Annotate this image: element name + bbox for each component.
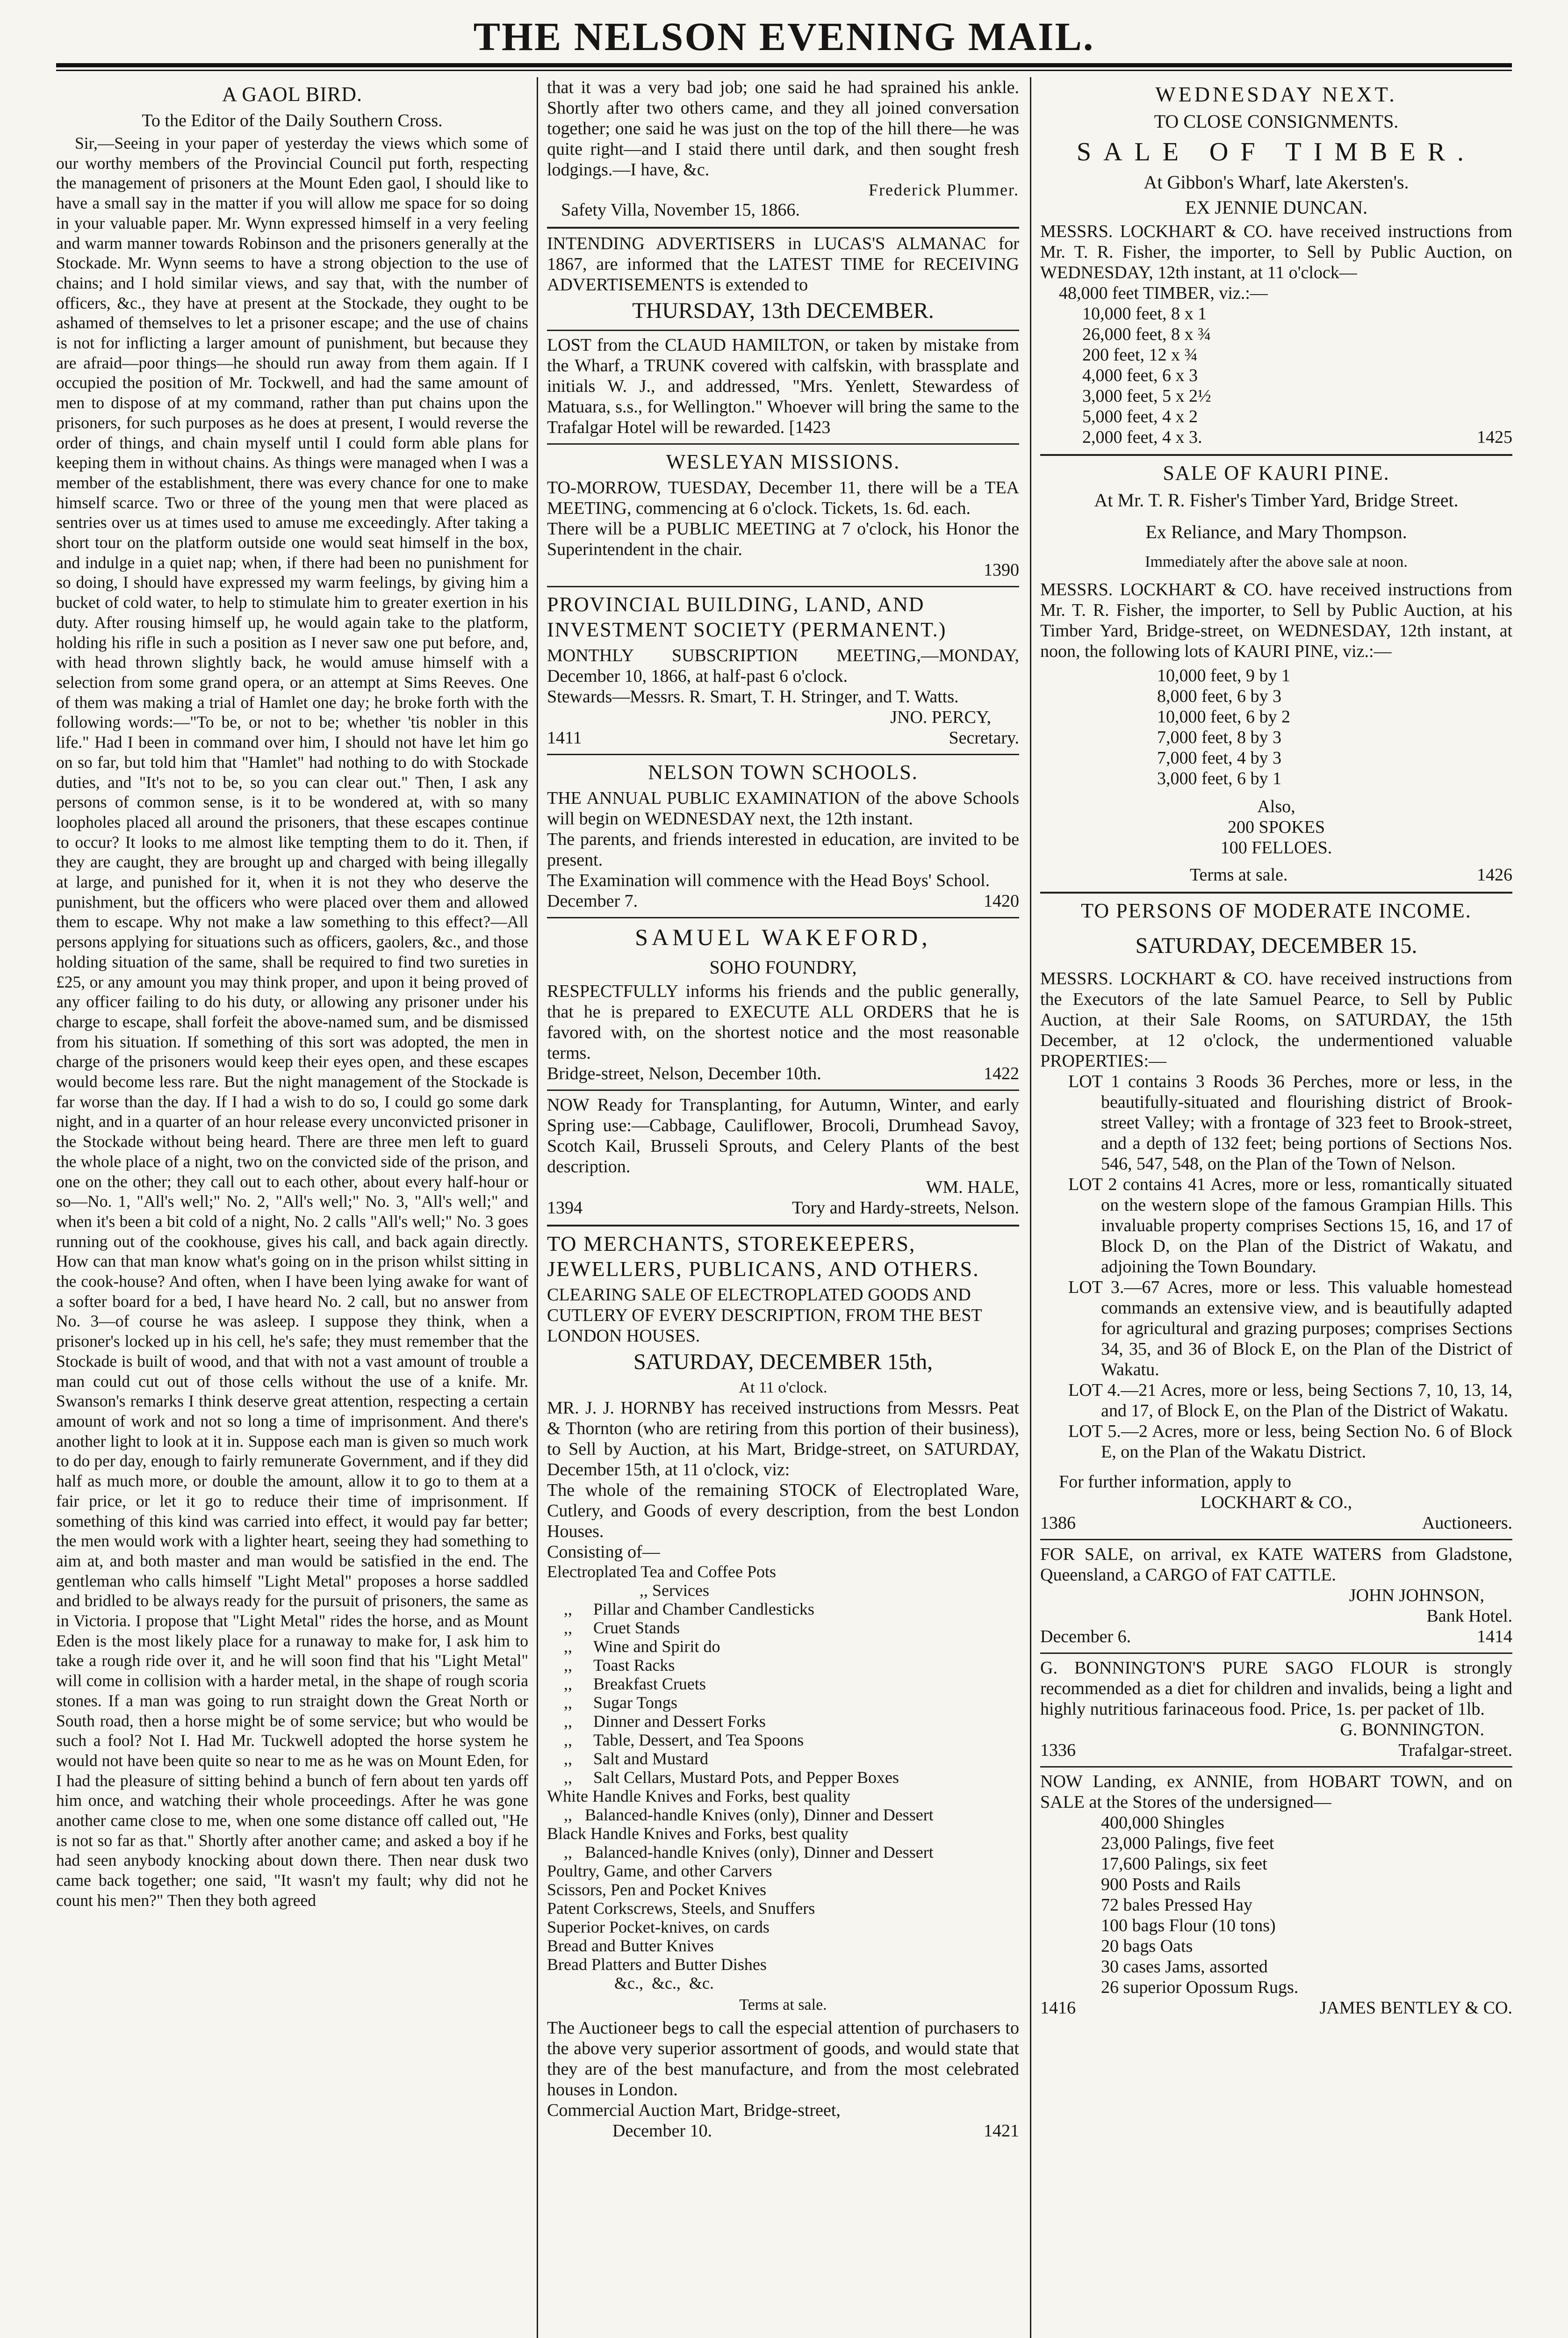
timber-list xyxy=(1040,303,1512,427)
ad-footer xyxy=(547,728,1019,748)
ad-address: Commercial Auction Mart, Bridge-street, xyxy=(547,2100,841,2120)
ad-hornby-sale xyxy=(547,1231,1019,2141)
goods-item: ,, Sugar Tongs xyxy=(547,1693,677,1712)
letter-body xyxy=(56,133,528,1911)
lot-item: LOT 2 contains 41 Acres, more or less, romantically situated on the western slope of the famous Grampian Hills. This invaluable property comprises Sections 15, 16, and 17 of Block D, on the Plan of the District of Wakatu, and adjoining the Town Boundary. xyxy=(1068,1175,1512,1277)
goods-item: Scissors, Pen and Pocket Knives xyxy=(547,1880,766,1899)
ad-date: SATURDAY, DECEMBER 15th, xyxy=(633,1349,933,1374)
ad-text: TO-MORROW, TUESDAY, December 11, there will be a TEA MEETING, commencing at 6 o'clock. Tickets, 1s. 6d. each. xyxy=(547,478,1019,518)
goods-item: Electroplated Tea and Coffee Pots xyxy=(547,1562,776,1581)
masthead xyxy=(0,8,1568,79)
goods-item: Bread and Butter Knives xyxy=(547,1936,714,1955)
separator xyxy=(547,227,1019,229)
column-divider xyxy=(537,77,538,2338)
ad-heading: SAMUEL WAKEFORD, xyxy=(635,924,931,950)
goods-item: 17,600 Palings, six feet xyxy=(1101,1854,1267,1874)
kauri-item: 10,000 feet, 6 by 2 xyxy=(1157,707,1290,727)
timber-item: 10,000 feet, 8 x 1 xyxy=(1082,304,1207,324)
letter-paragraph: Sir,—Seeing in your paper of yesterday the views which some of our worthy members of the Provincial Council put forth, respecting the management of prisoners at the Mount Eden gaol, I should like to have a small say in the matter if you will allow me space for so doing in your valuable paper. Mr. Wynn expressed himself in a very feeling and warm manner towards Robinson and the prisoners generally at the Stockade. Mr. Wynn seems to have a strong objection to the use of chains; and I hold similar views, and say that, with the number of officers, &c., they have at present at the Stockade, they ought to be ashamed of themselves to let a prisoner escape; and the use of chains is not for inflicting a larger amount of punishment, but because they are afraid—poor things—he should run away from them again. If I occupied the position of Mr. Tockwell, and had the same amount of men to dispose of at my command, rather than put chains upon the prisoners, for such purposes as he does at present, I would reverse the order of things, and chain myself until I could form able plans for keeping them in without chains. As things were managed when I was a member of the establishment, there was every chance for one to make himself scarce. Two or three of the young men that were placed as sentries over us at times used to amuse me exceedingly. After taking a short tour on the platform outside one would seat himself in the box, and indulge in a quiet nap; when, if there had been no punishment for so doing, I should have expressed my warm feelings, by giving him a bucket of cold water, to help to stimulate him to greater exertion in his duty. After rousing himself up, he would again take to the platform, holding his rifle in such a position as I never saw one put before, and, with head thrown slightly back, he would amuse himself with a selection from some grand opera, or an attempt at Sims Reeves. One of them was making a trial of Hamlet one day; he broke forth with the following words:—"To be, or not to be; whether 'tis nobler in this life." Had I been in command over him, I should not have let him go on so far, but told him that "Hamlet" had nothing to do with Stockade duties, and "It's not to be, so you can clear out." Then, I ask any persons of common sense, is it to be wondered at, with so many loopholes placed all around the prisoners, that these escapes continue to occur? It looks to me almost like tempting them to do it. Then, if they are caught, they are brought up and charged with being illegally at large, and punished for it, when it is not they who deserve the punishment, but the officers who were placed over them and allowed them to escape. Why not make a law something to this effect?—All persons applying for situations such as officers, gaolers, &c., and those holding situation of the same, shall be required to find two sureties in £25, or any amount you may think proper, and upon it being proved of any officer failing to do his duty, or allowing any prisoner under his charge to escape, shall forfeit the above-named sum, and be dismissed from his situation. If something of this sort was adopted, the men in charge of the prisoners would keep their eyes open, and these escapes would become less rare. But the night management of the Stockade is far worse than the day. If I had a wish to do so, I could go some dark night, and in a quarter of an hour release every unconvicted prisoner in the Stockade without being heard. There are three men left to guard the whole place of a night, two on the convicted side of the prison, and one on the other; they call out to each other, about every half-hour or so—No. 1, "All's well;" No. 2, "All's well;" No. 3, "All's well;" and when it's been a bit cold of a night, No. 2 calls "All's well;" No. 3 goes running out of the cookhouse, gives his call, and back again directly. How can that man know what's going on in the prison whilst sitting in the cook-house? And often, when I have been lying awake for want of a softer board for a bed, I have heard No. 2 call, but no answer from No. 3—of course he was asleep. I suppose they think, when a prisoner's locked up in his cell, he's safe; they must remember that the Stockade is built of wood, and that with not a vast amount of trouble a man could cut out of those cells without the use of a knife. Mr. Swanson's remarks I think deserve great attention, respecting a certain amount of work and not so long a time of imprisonment. And there's another light to look at it in. Suppose each man is given so much work to do per day, enough to fairly remunerate Government, and if they did half as much more, or double the amount, allow it to go to them at a fair price, or let it go to reduce their time of imprisonment. If something of this kind was carried into effect, it would pay far better; the men would work with a lighter heart, seeing they had something to aim at, and both master and man would be satisfied in the end. The gentleman who calls himself "Light Metal" proposes a horse saddled and bridled to be always ready for the pursuit of prisoners, the same as in Victoria. I propose that "Light Metal" rides the horse, and as Mount Eden is the most likely place for a runaway to make for, I ask him to take a rough ride over it, and he will soon find that his "Light Metal" will come in collision with a harder metal, in the shape of rough scoria stones. If a man was going to run straight down the Great North or South road, then a horse might be of some service; but who would be such a fool? Not I. Had Mr. Tuckwell adopted the horse system he would not have been quite so near to me as he was on Mount Eden, for I had the pleasure of sitting behind a bunch of fern about ten yards off him once, and watching their whole proceedings. After he was gone another came close to me, when one some distance off called out, "He is not so far as that." Shortly after another came; and asked a boy if he had seen anybody knocking about down there. Then near dusk two came back together; one said, "It wasn't my fault; why did not he count his men?" Then they both agreed xyxy=(56,134,528,1910)
ad-number: 1336 xyxy=(1040,1740,1076,1760)
separator xyxy=(547,754,1019,755)
timber-item: 5,000 feet, 4 x 2 xyxy=(1082,407,1198,426)
ad-place: Bank Hotel. xyxy=(1426,1606,1512,1626)
ad-subheading: TO CLOSE CONSIGNMENTS. xyxy=(1154,111,1399,132)
ad-lost-trunk xyxy=(547,335,1019,438)
letter-signature: Frederick Plummer. xyxy=(869,180,1019,199)
ad-text: Stewards—Messrs. R. Smart, T. H. Stringer, and T. Watts. xyxy=(547,687,959,707)
goods-item: Patent Corkscrews, Steels, and Snuffers xyxy=(547,1899,815,1918)
separator xyxy=(1040,1766,1512,1768)
signature-place: Safety Villa, November 15, 1866. xyxy=(561,200,800,220)
goods-item: Bread Platters and Butter Dishes xyxy=(547,1955,767,1974)
letter-continuation xyxy=(547,77,1019,220)
letter-recipient: To the Editor of the Daily Southern Cross. xyxy=(142,111,443,130)
ad-signer: JAMES BENTLEY & CO. xyxy=(1319,1998,1512,2018)
letter-title: A GAOL BIRD. xyxy=(222,83,363,106)
column-divider xyxy=(1030,77,1031,2338)
ad-number: 1426 xyxy=(1477,865,1512,885)
ad-heading: TO MERCHANTS, STOREKEEPERS, JEWELLERS, PUBLICANS, AND OTHERS. xyxy=(547,1232,979,1281)
separator xyxy=(1040,454,1512,456)
ad-text: INTENDING ADVERTISERS in LUCAS'S ALMANAC for 1867, are informed that the LATEST TIME for RECEIVING ADVERTISEMENTS is extended to xyxy=(547,234,1019,295)
kauri-item: 7,000 feet, 8 by 3 xyxy=(1157,728,1281,747)
ad-role: Auctioneers. xyxy=(1422,1513,1512,1533)
goods-item: ,, Dinner and Dessert Forks xyxy=(547,1712,766,1731)
column-2 xyxy=(547,77,1019,2338)
goods-item: 400,000 Shingles xyxy=(1101,1813,1224,1833)
ad-hale-plants xyxy=(547,1095,1019,1218)
goods-list xyxy=(1040,1812,1512,1998)
ad-moderate-income xyxy=(1040,898,1512,1533)
ad-text: RESPECTFULLY informs his friends and the public generally, that he is prepared to EXECUTE ALL ORDERS that he is favored with, on the shortest notice and the most reasonable terms. xyxy=(547,981,1019,1063)
separator xyxy=(547,917,1019,918)
ad-date: December 6. xyxy=(1040,1627,1131,1646)
goods-item: ,, Salt Cellars, Mustard Pots, and Pepper Boxes xyxy=(547,1768,899,1787)
kauri-item: 8,000 feet, 6 by 3 xyxy=(1157,686,1281,706)
ad-text: G. BONNINGTON'S PURE SAGO FLOUR is strongly recommended as a diet for children and invalids, being a light and highly nutritious farinaceous food. Price, 1s. per packet of 1lb. xyxy=(1040,1658,1512,1719)
ad-ship: EX JENNIE DUNCAN. xyxy=(1185,197,1367,218)
ad-footer xyxy=(1040,427,1512,447)
ad-place: At Mr. T. R. Fisher's Timber Yard, Bridge Street. xyxy=(1094,490,1459,511)
ad-address: Tory and Hardy-streets, Nelson. xyxy=(792,1198,1019,1218)
newspaper-title: THE NELSON EVENING MAIL. xyxy=(473,14,1095,59)
ad-number: 1411 xyxy=(547,728,582,748)
ad-wakeford xyxy=(547,922,1019,1084)
ad-footer xyxy=(547,891,1019,911)
ad-kauri-sale xyxy=(1040,461,1512,885)
ad-signer: JOHN JOHNSON, xyxy=(1349,1586,1484,1605)
goods-item: 72 bales Pressed Hay xyxy=(1101,1895,1252,1915)
goods-item: Black Handle Knives and Forks, best quality xyxy=(547,1824,849,1843)
timber-item: 4,000 feet, 6 x 3 xyxy=(1082,366,1198,385)
separator xyxy=(1040,892,1512,894)
ad-number: 1422 xyxy=(984,1064,1019,1083)
ad-heading: WEDNESDAY NEXT. xyxy=(1155,82,1397,106)
ad-heading: TO PERSONS OF MODERATE INCOME. xyxy=(1081,899,1472,922)
lot-item: LOT 1 contains 3 Roods 36 Perches, more or less, in the beautifully-situated and flourishing district of Brook-street Valley; with a frontage of 323 feet to Brook-street, and a depth of 132 feet; being portions of Sections Nos. 546, 547, 548, on the Plan of the Town of Nelson. xyxy=(1068,1072,1512,1174)
goods-item: Superior Pocket-knives, on cards xyxy=(547,1918,770,1936)
goods-item: 900 Posts and Rails xyxy=(1101,1875,1241,1894)
ad-text: NOW Ready for Transplanting, for Autumn, Winter, and early Spring use:—Cabbage, Cauliflower, Brocoli, Drumhead Savoy, Scotch Kail, Brusseli Sprouts, and Celery Plants of the best description. xyxy=(547,1095,1019,1176)
separator xyxy=(547,330,1019,331)
ad-also: Also, xyxy=(1257,797,1295,816)
timber-item: 3,000 feet, 5 x 2½ xyxy=(1082,386,1211,406)
letter-end: that it was a very bad job; one said he had sprained his ankle. Shortly after two others came, and they all joined conversation together; one said he was just on the top of the hill there—he was quite right—and I staid there until dark, and then sought fresh lodgings.—I have, &c. xyxy=(547,78,1019,180)
ad-footer xyxy=(1040,865,1512,885)
ad-terms: Terms at sale. xyxy=(739,1996,827,2013)
ad-text: MONTHLY SUBSCRIPTION MEETING,—MONDAY, December 10, 1866, at half-past 6 o'clock. xyxy=(547,646,1019,686)
ad-heading: SALE OF KAURI PINE. xyxy=(1163,462,1390,484)
goods-item: ,, Toast Racks xyxy=(547,1656,675,1674)
ad-footer xyxy=(1040,1998,1512,2018)
separator xyxy=(547,1090,1019,1091)
ad-subheading: SOHO FOUNDRY, xyxy=(709,957,857,978)
ad-timber-sale xyxy=(1040,82,1512,447)
ad-signer: WM. HALE, xyxy=(926,1177,1019,1197)
ad-text: FOR SALE, on arrival, ex KATE WATERS from Gladstone, Queensland, a CARGO of FAT CATTLE. xyxy=(1040,1544,1512,1585)
separator xyxy=(547,586,1019,587)
ad-text: The Auctioneer begs to call the especial attention of purchasers to the above very superior assortment of goods, and would state that they are of the best manufacture, and from the most celebrated houses in London. xyxy=(547,2018,1019,2100)
ad-text: There will be a PUBLIC MEETING at 7 o'clock, his Honor the Superintendent in the chair. xyxy=(547,519,1019,559)
separator xyxy=(547,1225,1019,1227)
ad-provincial-society xyxy=(547,592,1019,748)
ad-date: SATURDAY, DECEMBER 15. xyxy=(1135,933,1417,958)
goods-item: ,, Cruet Stands xyxy=(547,1618,680,1637)
ad-footer xyxy=(547,1198,1019,1218)
masthead-rule xyxy=(56,63,1512,67)
goods-item: 20 bags Oats xyxy=(1101,1936,1193,1956)
goods-item: ,, Wine and Spirit do xyxy=(547,1637,720,1656)
ad-number: 1416 xyxy=(1040,1998,1076,2018)
ad-signer: LOCKHART & CO., xyxy=(1200,1493,1352,1512)
ad-bentley-goods xyxy=(1040,1771,1512,2018)
ad-signer: JNO. PERCY, xyxy=(890,707,991,727)
goods-item: ,, Pillar and Chamber Candlesticks xyxy=(547,1600,814,1618)
ad-when: Immediately after the above sale at noon. xyxy=(1145,553,1408,570)
ad-sago-flour xyxy=(1040,1658,1512,1761)
ad-heading: WESLEYAN MISSIONS. xyxy=(666,450,900,473)
ad-wesleyan xyxy=(547,449,1019,580)
ad-subheading: CLEARING SALE OF ELECTROPLATED GOODS AND CUTLERY OF EVERY DESCRIPTION, FROM THE BEST LONDON HOUSES. xyxy=(547,1285,982,1346)
ad-terms: Terms at sale. xyxy=(1190,865,1288,885)
separator xyxy=(1040,1652,1512,1654)
ad-town-schools xyxy=(547,760,1019,911)
ad-text: Consisting of— xyxy=(547,1542,660,1562)
goods-item: ,, Balanced-handle Knives (only), Dinner and Dessert xyxy=(547,1805,934,1824)
goods-item: Poultry, Game, and other Carvers xyxy=(547,1862,772,1880)
goods-item: ,, Balanced-handle Knives (only), Dinner and Dessert xyxy=(547,1843,934,1862)
ad-spokes: 200 SPOKES xyxy=(1228,817,1325,837)
goods-item: ,, Table, Dessert, and Tea Spoons xyxy=(547,1731,804,1749)
ad-number: 1421 xyxy=(984,2121,1019,2141)
ad-signer: G. BONNINGTON. xyxy=(1340,1720,1484,1739)
timber-item: 200 feet, 12 x ¾ xyxy=(1082,345,1198,365)
separator xyxy=(1040,1539,1512,1540)
ad-number: 1390 xyxy=(984,560,1019,580)
column-1 xyxy=(56,77,528,2338)
ad-text: MR. J. J. HORNBY has received instructions from Messrs. Peat & Thornton (who are retiring from this portion of their business), to Sell by Auction, at his Mart, Bridge-street, on SATURDAY, December 15th, at 11 o'clock, viz: xyxy=(547,1398,1019,1479)
ad-date: December 7. xyxy=(547,891,638,911)
ad-ships: Ex Reliance, and Mary Thompson. xyxy=(1145,521,1407,542)
goods-item: ,, Services xyxy=(547,1581,709,1600)
ad-text: THE ANNUAL PUBLIC EXAMINATION of the above Schools will begin on WEDNESDAY next, the 12th instant. xyxy=(547,788,1019,829)
ad-address: Bridge-street, Nelson, December 10th. xyxy=(547,1064,821,1083)
lots-list xyxy=(1040,1071,1512,1462)
ad-number: 1386 xyxy=(1040,1513,1076,1533)
goods-item: White Handle Knives and Forks, best quality xyxy=(547,1787,850,1805)
ad-address: Trafalgar-street. xyxy=(1398,1740,1512,1760)
ad-footer xyxy=(547,1063,1019,1084)
ad-felloes: 100 FELLOES. xyxy=(1220,838,1332,858)
ad-number: 1394 xyxy=(547,1198,583,1218)
ad-role: Secretary. xyxy=(949,728,1019,748)
ad-text: The Examination will commence with the Head Boys' School. xyxy=(547,871,990,890)
ad-further: For further information, apply to xyxy=(1059,1472,1292,1492)
goods-item: 100 bags Flour (10 tons) xyxy=(1101,1916,1276,1935)
ad-number: 1420 xyxy=(984,891,1019,911)
kauri-list xyxy=(1040,665,1512,789)
kauri-item: 7,000 feet, 4 by 3 xyxy=(1157,748,1281,768)
goods-item: 23,000 Palings, five feet xyxy=(1101,1833,1274,1853)
ad-text: MESSRS. LOCKHART & CO. have received instructions from the Executors of the late Samuel Pearce, to Sell by Public Auction, at their Sale Rooms, on SATURDAY, the 15th December, at 12 o'clock, the undermentioned valuable PROPERTIES:— xyxy=(1040,969,1512,1071)
ad-time: At 11 o'clock. xyxy=(739,1379,827,1396)
kauri-item: 3,000 feet, 6 by 1 xyxy=(1157,769,1281,788)
column-3 xyxy=(1040,77,1512,2338)
timber-item: 26,000 feet, 8 x ¾ xyxy=(1082,325,1211,344)
lot-item: LOT 4.—21 Acres, more or less, being Sections 7, 10, 13, 14, and 17, of Block E, on the Plan of the District of Wakatu. xyxy=(1068,1380,1512,1421)
ad-title: SALE OF TIMBER. xyxy=(1076,137,1476,166)
ad-heading: PROVINCIAL BUILDING, LAND, AND INVESTMENT SOCIETY (PERMANENT.) xyxy=(547,593,947,641)
ad-fat-cattle xyxy=(1040,1544,1512,1647)
timber-item: 2,000 feet, 4 x 3. xyxy=(1082,427,1202,447)
separator xyxy=(547,443,1019,445)
ad-text: LOST from the CLAUD HAMILTON, or taken by mistake from the Wharf, a TRUNK covered with calfskin, with brassplate and initials W. J., and addressed, "Mrs. Yenlett, Stewardess of Matuara, s.s., for Wellington." Whoever will bring the same to the Trafalgar Hotel will be rewarded. [1423 xyxy=(547,335,1019,437)
ad-lead: 48,000 feet TIMBER, viz.:— xyxy=(1059,283,1268,303)
ad-place: At Gibbon's Wharf, late Akersten's. xyxy=(1144,172,1409,193)
ad-heading: NELSON TOWN SCHOOLS. xyxy=(648,761,918,784)
ad-lucas-almanac xyxy=(547,233,1019,324)
lot-item: LOT 5.—2 Acres, more or less, being Section No. 6 of Block E, on the Plan of the Wakatu District. xyxy=(1068,1422,1512,1462)
ad-text: NOW Landing, ex ANNIE, from HOBART TOWN, and on SALE at the Stores of the undersigned— xyxy=(1040,1772,1512,1812)
ad-text: MESSRS. LOCKHART & CO. have received instructions from Mr. T. R. Fisher, the importer, to Sell by Public Auction, on WEDNESDAY, 12th instant, at 11 o'clock— xyxy=(1040,222,1512,282)
ad-number: 1414 xyxy=(1477,1627,1512,1646)
goods-item: &c., &c., &c. xyxy=(547,1974,714,1992)
ad-date: THURSDAY, 13th DECEMBER. xyxy=(632,298,934,323)
ad-date: December 10. xyxy=(612,2121,712,2141)
ad-footer xyxy=(1040,1513,1512,1533)
goods-item: ,, Salt and Mustard xyxy=(547,1749,708,1768)
ad-footer xyxy=(1040,1626,1512,1647)
goods-item: ,, Breakfast Cruets xyxy=(547,1674,706,1693)
lot-item: LOT 3.—67 Acres, more or less. This valuable homestead commands an extensive view, and is beautifully adapted for agricultural and grazing purposes; comprises Sections 34, 35, and 36 of Block E, on the Plan of the District of Wakatu. xyxy=(1068,1277,1512,1379)
ad-text: The parents, and friends interested in education, are invited to be present. xyxy=(547,830,1019,870)
ad-number: 1425 xyxy=(1477,427,1512,447)
ad-text: The whole of the remaining STOCK of Electroplated Ware, Cutlery, and Goods of every description, from the best London Houses. xyxy=(547,1480,1019,1541)
masthead-rule-thin xyxy=(56,70,1512,71)
kauri-item: 10,000 feet, 9 by 1 xyxy=(1157,666,1290,686)
goods-item: 30 cases Jams, assorted xyxy=(1101,1957,1268,1977)
ad-footer xyxy=(547,2121,1019,2141)
ad-footer xyxy=(1040,1740,1512,1761)
ad-text: MESSRS. LOCKHART & CO. have received instructions from Mr. T. R. Fisher, the importer, to Sell by Public Auction, at his Timber Yard, Bridge-street, on WEDNESDAY, 12th instant, at noon, the following lots of KAURI PINE, viz.:— xyxy=(1040,580,1512,661)
goods-item: 26 superior Opossum Rugs. xyxy=(1101,1977,1299,1997)
